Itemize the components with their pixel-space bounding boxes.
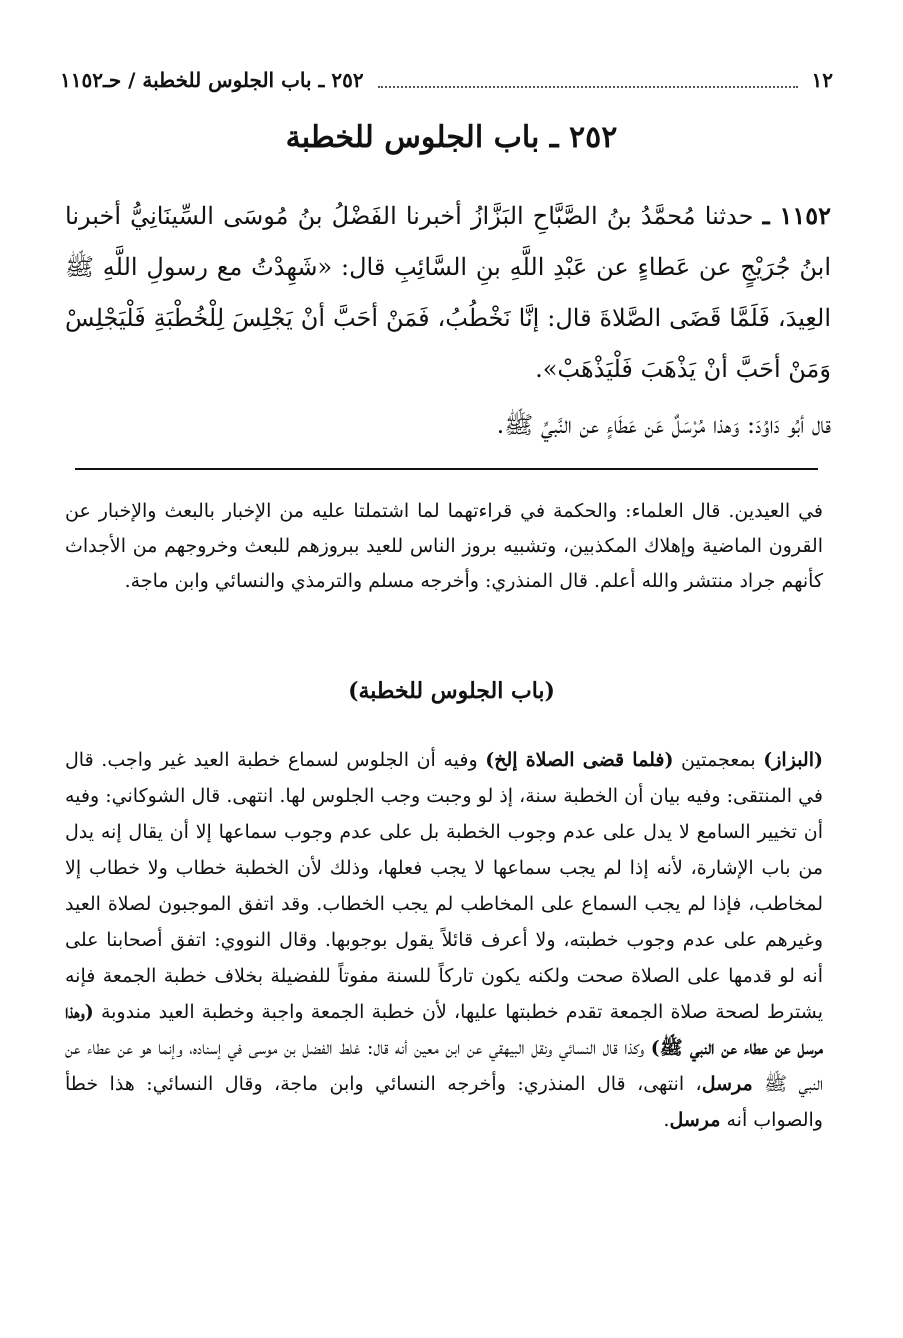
commentary-text: . xyxy=(663,1109,670,1131)
term-mursal-final: مرسل xyxy=(669,1109,721,1131)
page-number: ١٢ xyxy=(811,68,833,92)
hadith-body: حدثنا مُحمَّدُ بنُ الصَّبَّاحِ البَزَّازُ أخبرنا الفَضْلُ بنُ مُوسَى السِّينَانِيُّ أخبرنا ابنُ جُرَيْجٍ عن عَطاءٍ عن عَبْدِ اللَّهِ بنِ السَّائِبِ قال: «شَهِدْتُ مع رسولِ اللَّهِ ﷺ العِيدَ، فَلَمَّا قَضَى الصَّلاةَ قال: إنَّا نَخْطُبُ، فَمَنْ أحَبَّ أنْ يَجْلِسَ لِلْخُطْبَةِ فَلْيَجْلِسْ وَمَنْ أحَبَّ أنْ يَذْهَبَ فَلْيَذْهَبْ». xyxy=(65,202,831,383)
running-title: ٢٥٢ ـ باب الجلوس للخطبة / حـ١١٥٢ xyxy=(60,68,364,92)
commentary-paragraph-2 xyxy=(65,742,823,1138)
dotted-leader xyxy=(378,72,798,88)
page-header xyxy=(60,62,833,98)
term-quote: (فلما قضى الصلاة إلخ) xyxy=(485,749,674,771)
commentary-paragraph-1: في العيدين. قال العلماء: والحكمة في قراءتهما لما اشتملتا عليه من الإخبار بالبعث والإخبار عن القرون الماضية وإهلاك المكذبين، وتشبيه بروز الناس للعيد ببروزهم للبعث وخروجهم من الأجداث كأنهم جراد منتشر والله أعلم. قال المنذري: وأخرجه مسلم والترمذي والنسائي وابن ماجة. xyxy=(65,500,823,592)
term-mursal: مرسل xyxy=(701,1073,753,1095)
abu-dawud-note: قال أبُو دَاوُدَ: وَهذا مُرْسَلٌ عَن عَطَاءٍ عن النَّبيِّ ﷺ. xyxy=(496,411,831,439)
hadith-number: ١١٥٢ ـ xyxy=(762,201,831,230)
term-bazzaz: (البزاز) xyxy=(763,749,823,771)
commentary-text: بمعجمتين xyxy=(673,749,764,771)
hadith-text xyxy=(65,190,831,395)
commentary-heading: (باب الجلوس للخطبة) xyxy=(348,678,555,704)
term-mursal-quote: (وهذا مرسل عن عطاء عن النبي ﷺ) xyxy=(65,1001,823,1059)
chapter-title: ٢٥٢ ـ باب الجلوس للخطبة xyxy=(285,120,618,155)
footnote-separator xyxy=(75,468,818,470)
commentary-text: ، انتهى، قال المنذري: وأخرجه النسائي وابن ماجة، وقال النسائي: هذا خطأ والصواب أنه xyxy=(65,1073,823,1131)
commentary-text: وفيه أن الجلوس لسماع خطبة العيد غير واجب. قال في المنتقى: وفيه بيان أن الخطبة سنة، إذ لو وجبت وجب الجلوس لها. انتهى. قال الشوكاني: وفيه أن تخيير السامع لا يدل على عدم وجوب الخطبة بل على عدم وجوب سماعها إلا أن يقال إنه يدل من باب الإشارة، لأنه إذا لم يجب سماعها لا يجب فعلها، وذلك لأن الخطبة خطاب ولا خطاب إلا لمخاطب، فإذا لم يجب السماع على المخاطب لم يجب الخطاب. وقد اتفق الموجبون لصلاة العيد وغيرهم على عدم وجوب خطبته، ولا أعرف قائلاً يقول بوجوبها. وقال النووي: اتفق أصحابنا على أنه لو قدمها على الصلاة صحت ولكنه يكون تاركاً للسنة مفوتاً للفضيلة بخلاف خطبة الجمعة فإنه يشترط لصحة صلاة الجمعة تقدم خطبتها عليها، لأن خطبة الجمعة واجبة وخطبة العيد مندوبة xyxy=(65,749,823,1023)
commentary-text: وكذا قال النسائي ونقل البيهقي عن ابن معين أنه قال: غلط الفضل بن موسى في إسناده، وإنما هو عن عطاء عن النبي ﷺ xyxy=(65,1037,823,1095)
